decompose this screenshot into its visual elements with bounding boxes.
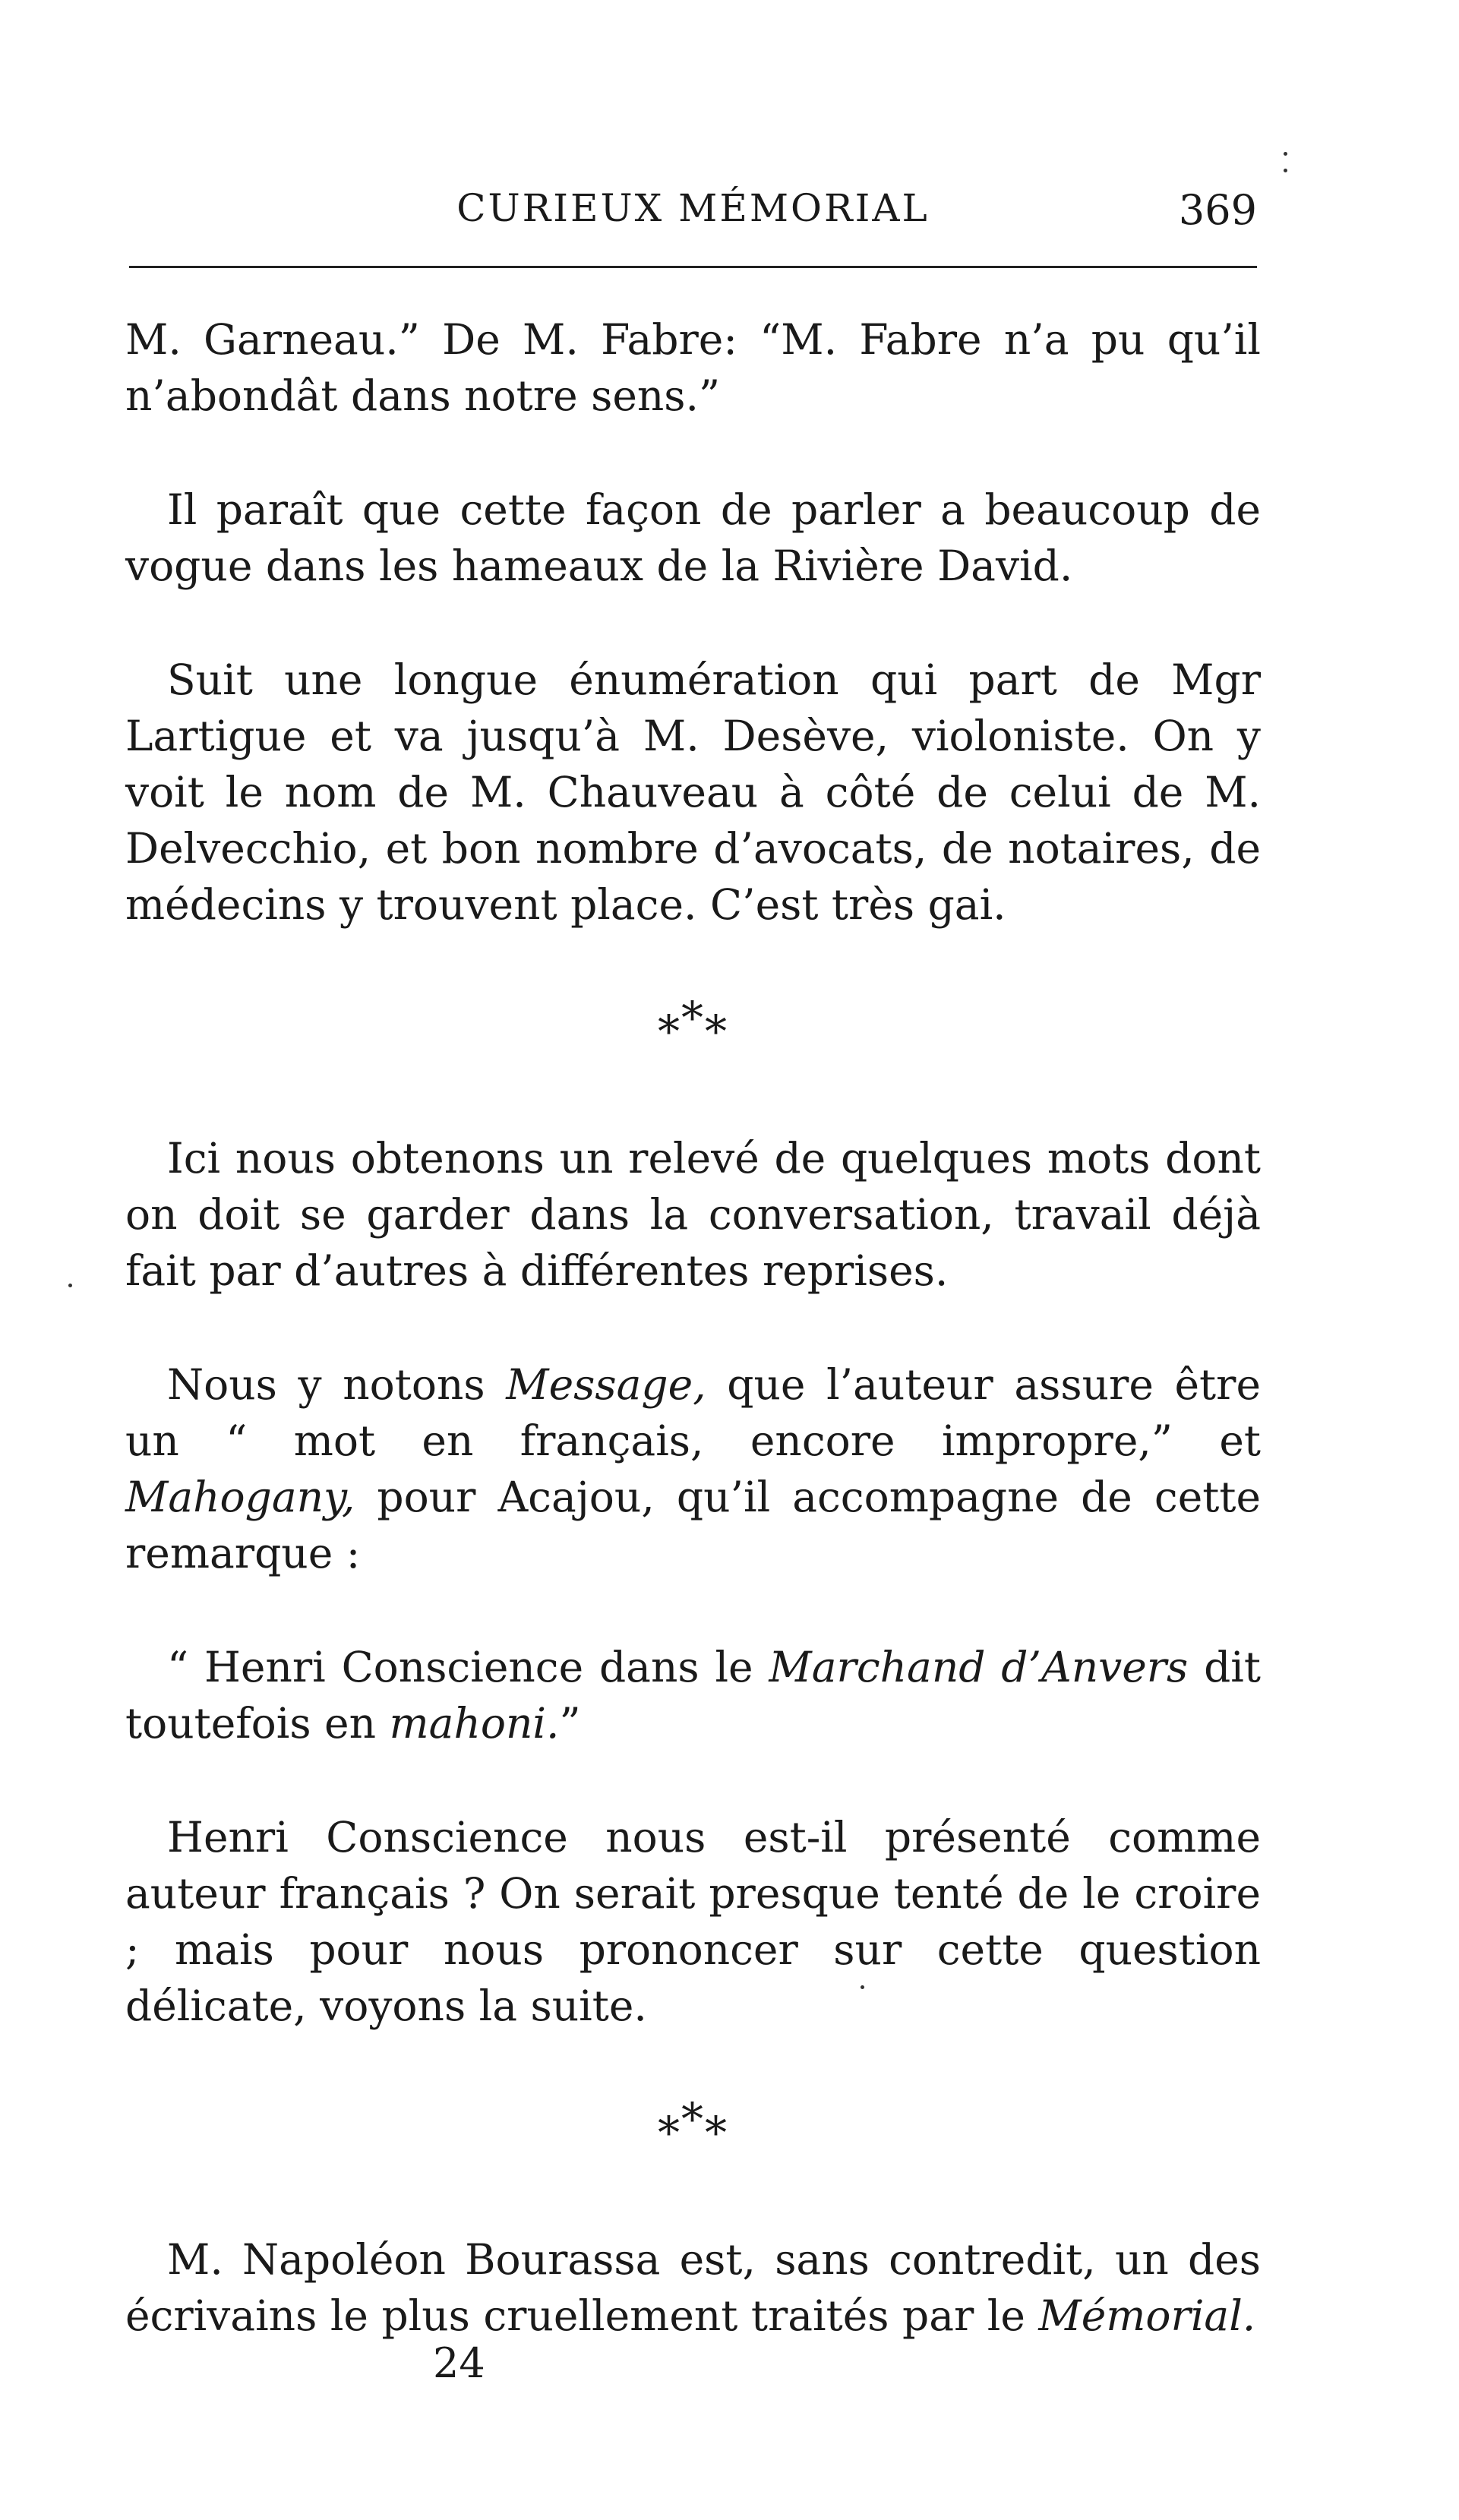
paragraph-6-text-b: dit toutefois en bbox=[125, 1643, 1261, 1748]
paragraph-1 bbox=[125, 311, 1261, 424]
word-message: Message, bbox=[506, 1360, 706, 1409]
asterism-top: * bbox=[681, 2093, 705, 2145]
asterism-1 bbox=[125, 992, 1261, 1062]
paragraph-4-text: Ici nous obtenons un relevé de quelques mots dont on doit se garder dans la conversation, travail déjà fait par d’autres à différentes reprises. bbox=[125, 1134, 1261, 1295]
body-text bbox=[125, 311, 1261, 2344]
asterism-top: * bbox=[681, 992, 705, 1044]
page-header bbox=[129, 186, 1257, 247]
paragraph-8-text-a: M. Napoléon Bourassa est, sans contredit, un des écrivains le plus cruellement traités par le bbox=[125, 2235, 1261, 2340]
asterism-2 bbox=[125, 2093, 1261, 2163]
paragraph-2 bbox=[125, 482, 1261, 594]
signature-mark: 24 bbox=[433, 2339, 485, 2387]
paragraph-5-text-c: pour Acajou, qu’il accompagne de cette remarque : bbox=[125, 1473, 1261, 1577]
paragraph-7-text: Henri Conscience nous est-il présenté comme auteur français ? On serait presque tenté de le croire ; mais pour nous prononcer sur cette question délicate, voyons la suite. bbox=[125, 1813, 1261, 2030]
paragraph-1-text: M. Garneau.” De M. Fabre: “M. Fabre n’a pu qu’il n’abondât dans notre sens.” bbox=[125, 315, 1261, 420]
title-marchand-danvers: Marchand d’Anvers bbox=[769, 1643, 1189, 1691]
paragraph-7 bbox=[125, 1809, 1261, 2034]
speck bbox=[68, 1284, 72, 1287]
speck bbox=[1284, 169, 1287, 172]
asterism-left: * bbox=[658, 1006, 681, 1057]
paragraph-3 bbox=[125, 652, 1261, 933]
paragraph-5-text-a: Nous y notons bbox=[167, 1360, 507, 1409]
paragraph-5-text-b: que l’auteur assure être un “ mot en français, encore impropre,” et bbox=[125, 1360, 1261, 1465]
paragraph-2-text: Il paraît que cette façon de parler a beaucoup de vogue dans les hameaux de la Rivière David. bbox=[125, 485, 1261, 590]
paragraph-4 bbox=[125, 1130, 1261, 1299]
speck bbox=[1284, 152, 1287, 156]
paragraph-3-text: Suit une longue énumération qui part de Mgr Lartigue et va jusqu’à M. Desève, violoniste. On y voit le nom de M. Chauveau à côté de celui de M. Delvecchio, et bon nombre d’avocats, de notaires, de médecins y trouvent place. C’est très gai. bbox=[125, 655, 1261, 929]
word-mahoni: mahoni. bbox=[389, 1699, 560, 1748]
title-memorial: Mémorial. bbox=[1038, 2291, 1256, 2340]
asterism-left: * bbox=[658, 2107, 681, 2158]
word-mahogany: Mahogany, bbox=[125, 1473, 355, 1521]
running-title: CURIEUX MÉMORIAL bbox=[456, 186, 930, 230]
speck bbox=[861, 1985, 864, 1989]
header-rule bbox=[129, 266, 1257, 268]
paragraph-6-text-c: ” bbox=[559, 1699, 581, 1748]
paragraph-8 bbox=[125, 2231, 1261, 2344]
asterism-right: * bbox=[705, 1006, 728, 1057]
asterism-right: * bbox=[705, 2107, 728, 2158]
page-number: 369 bbox=[1178, 186, 1257, 234]
paragraph-5 bbox=[125, 1356, 1261, 1581]
paragraph-6 bbox=[125, 1639, 1261, 1751]
paragraph-6-text-a: “ Henri Conscience dans le bbox=[167, 1643, 769, 1691]
